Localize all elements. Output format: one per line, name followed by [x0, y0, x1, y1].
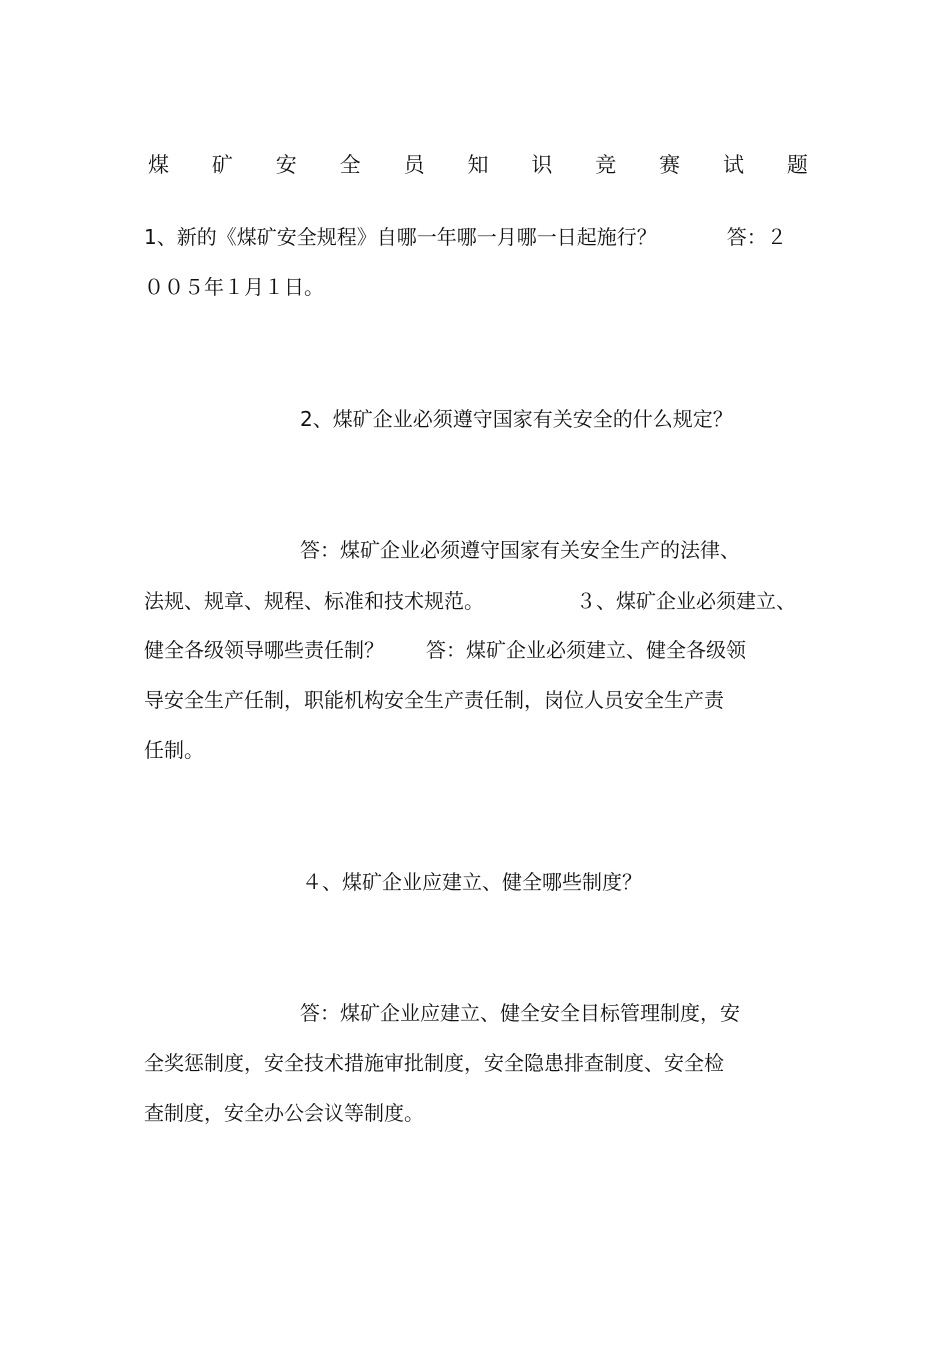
- q3-answer-line-3: [144, 735, 204, 765]
- q3-answer-line-2: [144, 685, 724, 715]
- title-char: 煤: [148, 153, 169, 177]
- q2-question: 2、煤矿企业必须遵守国家有关安全的什么规定？: [300, 407, 733, 431]
- q4-answer-2: 全奖惩制度，安全技术措施审批制度，安全隐患排查制度、安全检: [144, 1051, 724, 1075]
- q2-answer-line-2: [144, 586, 796, 616]
- q3-answer-3: 任制。: [144, 738, 204, 762]
- title-char: 员: [403, 153, 425, 177]
- q1-answer-start: 答：２: [726, 225, 787, 249]
- q1-answer-end: ００５年１月１日。: [144, 275, 324, 299]
- title-char: 试: [723, 153, 745, 177]
- title-char: 赛: [659, 153, 681, 177]
- q1-line-1: [144, 222, 787, 252]
- q1-question: 1、新的《煤矿安全规程》自哪一年哪一月哪一日起施行？: [144, 225, 657, 249]
- q1-line-2: [144, 272, 324, 302]
- title-char: 安: [275, 153, 297, 177]
- document-title: [148, 150, 808, 180]
- q2-answer-line-1: [300, 535, 740, 565]
- title-char: 题: [786, 153, 808, 177]
- q4-answer-line-3: [144, 1098, 424, 1128]
- title-char: 全: [339, 153, 361, 177]
- q2-answer-2: 法规、规章、规程、标准和技术规范。: [144, 589, 484, 613]
- q4-question-line: [302, 867, 642, 897]
- q3-question-1: ３、煤矿企业必须建立、: [576, 589, 796, 613]
- title-char: 识: [531, 153, 553, 177]
- q4-question: ４、煤矿企业应建立、健全哪些制度？: [302, 870, 642, 894]
- q4-answer-3: 查制度，安全办公会议等制度。: [144, 1101, 424, 1125]
- title-char: 矿: [211, 153, 233, 177]
- q3-line-1: [144, 635, 746, 665]
- q4-answer-line-2: [144, 1048, 724, 1078]
- q3-question-2: 健全各级领导哪些责任制？: [144, 638, 384, 662]
- q2-question-line: [300, 404, 733, 434]
- q3-answer-2: 导安全生产任制，职能机构安全生产责任制，岗位人员安全生产责: [144, 688, 724, 712]
- title-char: 竞: [595, 153, 617, 177]
- q4-answer-line-1: [300, 998, 740, 1028]
- q3-answer-1: 答：煤矿企业必须建立、健全各级领: [426, 638, 746, 662]
- title-char: 知: [467, 153, 489, 177]
- q2-answer-1: 答：煤矿企业必须遵守国家有关安全生产的法律、: [300, 538, 740, 562]
- q4-answer-1: 答：煤矿企业应建立、健全安全目标管理制度，安: [300, 1001, 740, 1025]
